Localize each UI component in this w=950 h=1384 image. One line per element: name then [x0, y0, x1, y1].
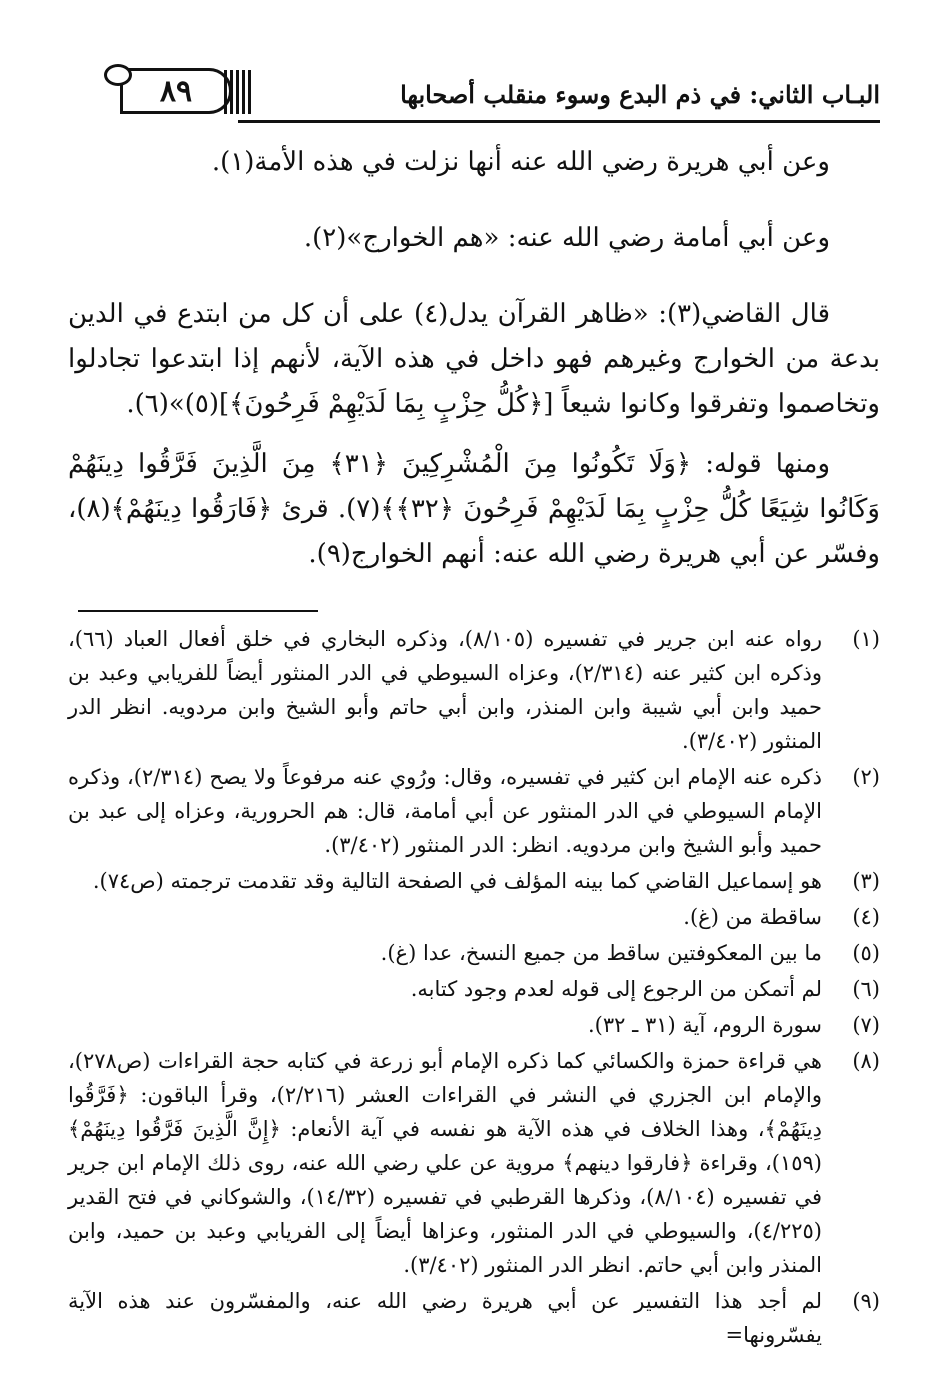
footnote-text: لم أتمكن من الرجوع إلى قوله لعدم وجود كتابه. [410, 977, 822, 1001]
footnote [68, 1008, 880, 1042]
footnote [68, 900, 880, 934]
footnote-text: هي قراءة حمزة والكسائي كما ذكره الإمام أبو زرعة في كتابه حجة القراءات (ص٢٧٨)، والإمام ابن الجزري في النشر في القراءات العشر (٢/٢١٦)، وقرأ الباقون: ﴿فَرَّقُوا دِينَهُمْ﴾، وهذا الخلاف في هذه الآية هو نفسه في آية الأنعام: ﴿إِنَّ الَّذِينَ فَرَّقُوا دِينَهُمْ﴾ (١٥٩)، وقراءة ﴿فارقوا دينهم﴾ مروية عن علي رضي الله عنه، روى ذلك الإمام ابن جرير في تفسيره (٨/١٠٤)، وذكرها القرطبي في تفسيره (١٤/٣٢)، والشوكاني في فتح القدير (٤/٢٢٥)، والسيوطي في الدر المنثور، وعزاها أيضاً إلى الفريابي وعبد بن حميد، وابن المنذر وابن أبي حاتم. انظر الدر المنثور (٣/٤٠٢). [68, 1049, 823, 1277]
footnote [68, 972, 880, 1006]
footnote-text: ساقطة من (غ). [683, 905, 822, 929]
footnote [68, 1044, 880, 1282]
page-header [120, 62, 880, 122]
footnotes [68, 622, 880, 1354]
paragraph: قال القاضي(٣): «ظاهر القرآن يدل(٤) على أن كل من ابتدع في الدين بدعة من الخوارج وغيرهم فهو داخل في هذه الآية، لأنهم إذا ابتدعوا تجادلوا وتخاصموا وتفرقوا وكانوا شيعاً [﴿كُلُّ حِزْبٍ بِمَا لَدَيْهِمْ فَرِحُونَ﴾](٥)»(٦). [68, 299, 880, 419]
paragraph: وعن أبي هريرة رضي الله عنه أنها نزلت في هذه الأمة(١). [211, 147, 830, 177]
page-number-frame [120, 68, 232, 114]
footnote [68, 1284, 880, 1352]
footnote-number: (٤) [852, 905, 880, 929]
footnote [68, 864, 880, 898]
paragraph: وعن أبي أمامة رضي الله عنه: «هم الخوارج»(٢). [303, 223, 830, 253]
paragraph: ومنها قوله: ﴿وَلَا تَكُونُوا مِنَ الْمُشْرِكِينَ ﴿٣١﴾ مِنَ الَّذِينَ فَرَّقُوا دِينَهُمْ وَكَانُوا شِيَعًا كُلُّ حِزْبٍ بِمَا لَدَيْهِمْ فَرِحُونَ ﴿٣٢﴾﴾(٧). قرئ ﴿فَارَقُوا دِينَهُمْ﴾(٨)، وفسّر عن أبي هريرة رضي الله عنه: أنهم الخوارج(٩). [68, 449, 880, 569]
footnote-number: (١) [852, 627, 880, 651]
footnote-text: سورة الروم، آية (٣١ ـ ٣٢). [587, 1013, 822, 1037]
footnote-text: هو إسماعيل القاضي كما بينه المؤلف في الصفحة التالية وقد تقدمت ترجمته (ص٧٤). [92, 869, 822, 893]
footnote [68, 622, 880, 758]
footnote-separator [78, 610, 318, 612]
footnote-number: (٦) [852, 977, 880, 1001]
footnote-text: ما بين المعكوفتين ساقط من جميع النسخ، عدا (غ). [380, 941, 822, 965]
ornament-ring-icon [104, 64, 132, 86]
footnote-text: ذكره عنه الإمام ابن كثير في تفسيره، وقال: ورُوي عنه مرفوعاً ولا يصح (٢/٣١٤)، وذكره الإمام السيوطي في الدر المنثور عن أبي أمامة، قال: هم الحرورية، وعزاه إلى عبد بن حميد وأبو الشيخ وابن مردويه. انظر: الدر المنثور (٣/٤٠٢). [68, 765, 822, 857]
footnote-number: (٧) [852, 1013, 880, 1037]
footnote-number: (٩) [852, 1289, 880, 1313]
chapter-title: البـاب الثاني: في ذم البدع وسوء منقلب أصحابها [400, 80, 880, 109]
footnote [68, 936, 880, 970]
footnote [68, 760, 880, 862]
footnote-number: (٣) [852, 869, 880, 893]
page-number: ٨٩ [159, 73, 193, 109]
footnote-number: (٨) [852, 1049, 880, 1073]
header-rule [238, 120, 880, 123]
footnote-text: رواه عنه ابن جرير في تفسيره (٨/١٠٥)، وذكره البخاري في خلق أفعال العباد (٦٦)، وذكره ابن كثير عنه (٢/٣١٤)، وعزاه السيوطي في الدر المنثور أيضاً للفريابي وعبد بن حميد وابن أبي شيبة وابن المنذر، وابن أبي حاتم وأبو الشيخ وابن مردويه. انظر الدر المنثور (٣/٤٠٢). [68, 627, 822, 753]
footnote-text: لم أجد هذا التفسير عن أبي هريرة رضي الله عنه، والمفسّرون عند هذه الآية يفسّرونها= [68, 1289, 822, 1347]
footnote-number: (٢) [852, 765, 880, 789]
footnote-number: (٥) [852, 941, 880, 965]
